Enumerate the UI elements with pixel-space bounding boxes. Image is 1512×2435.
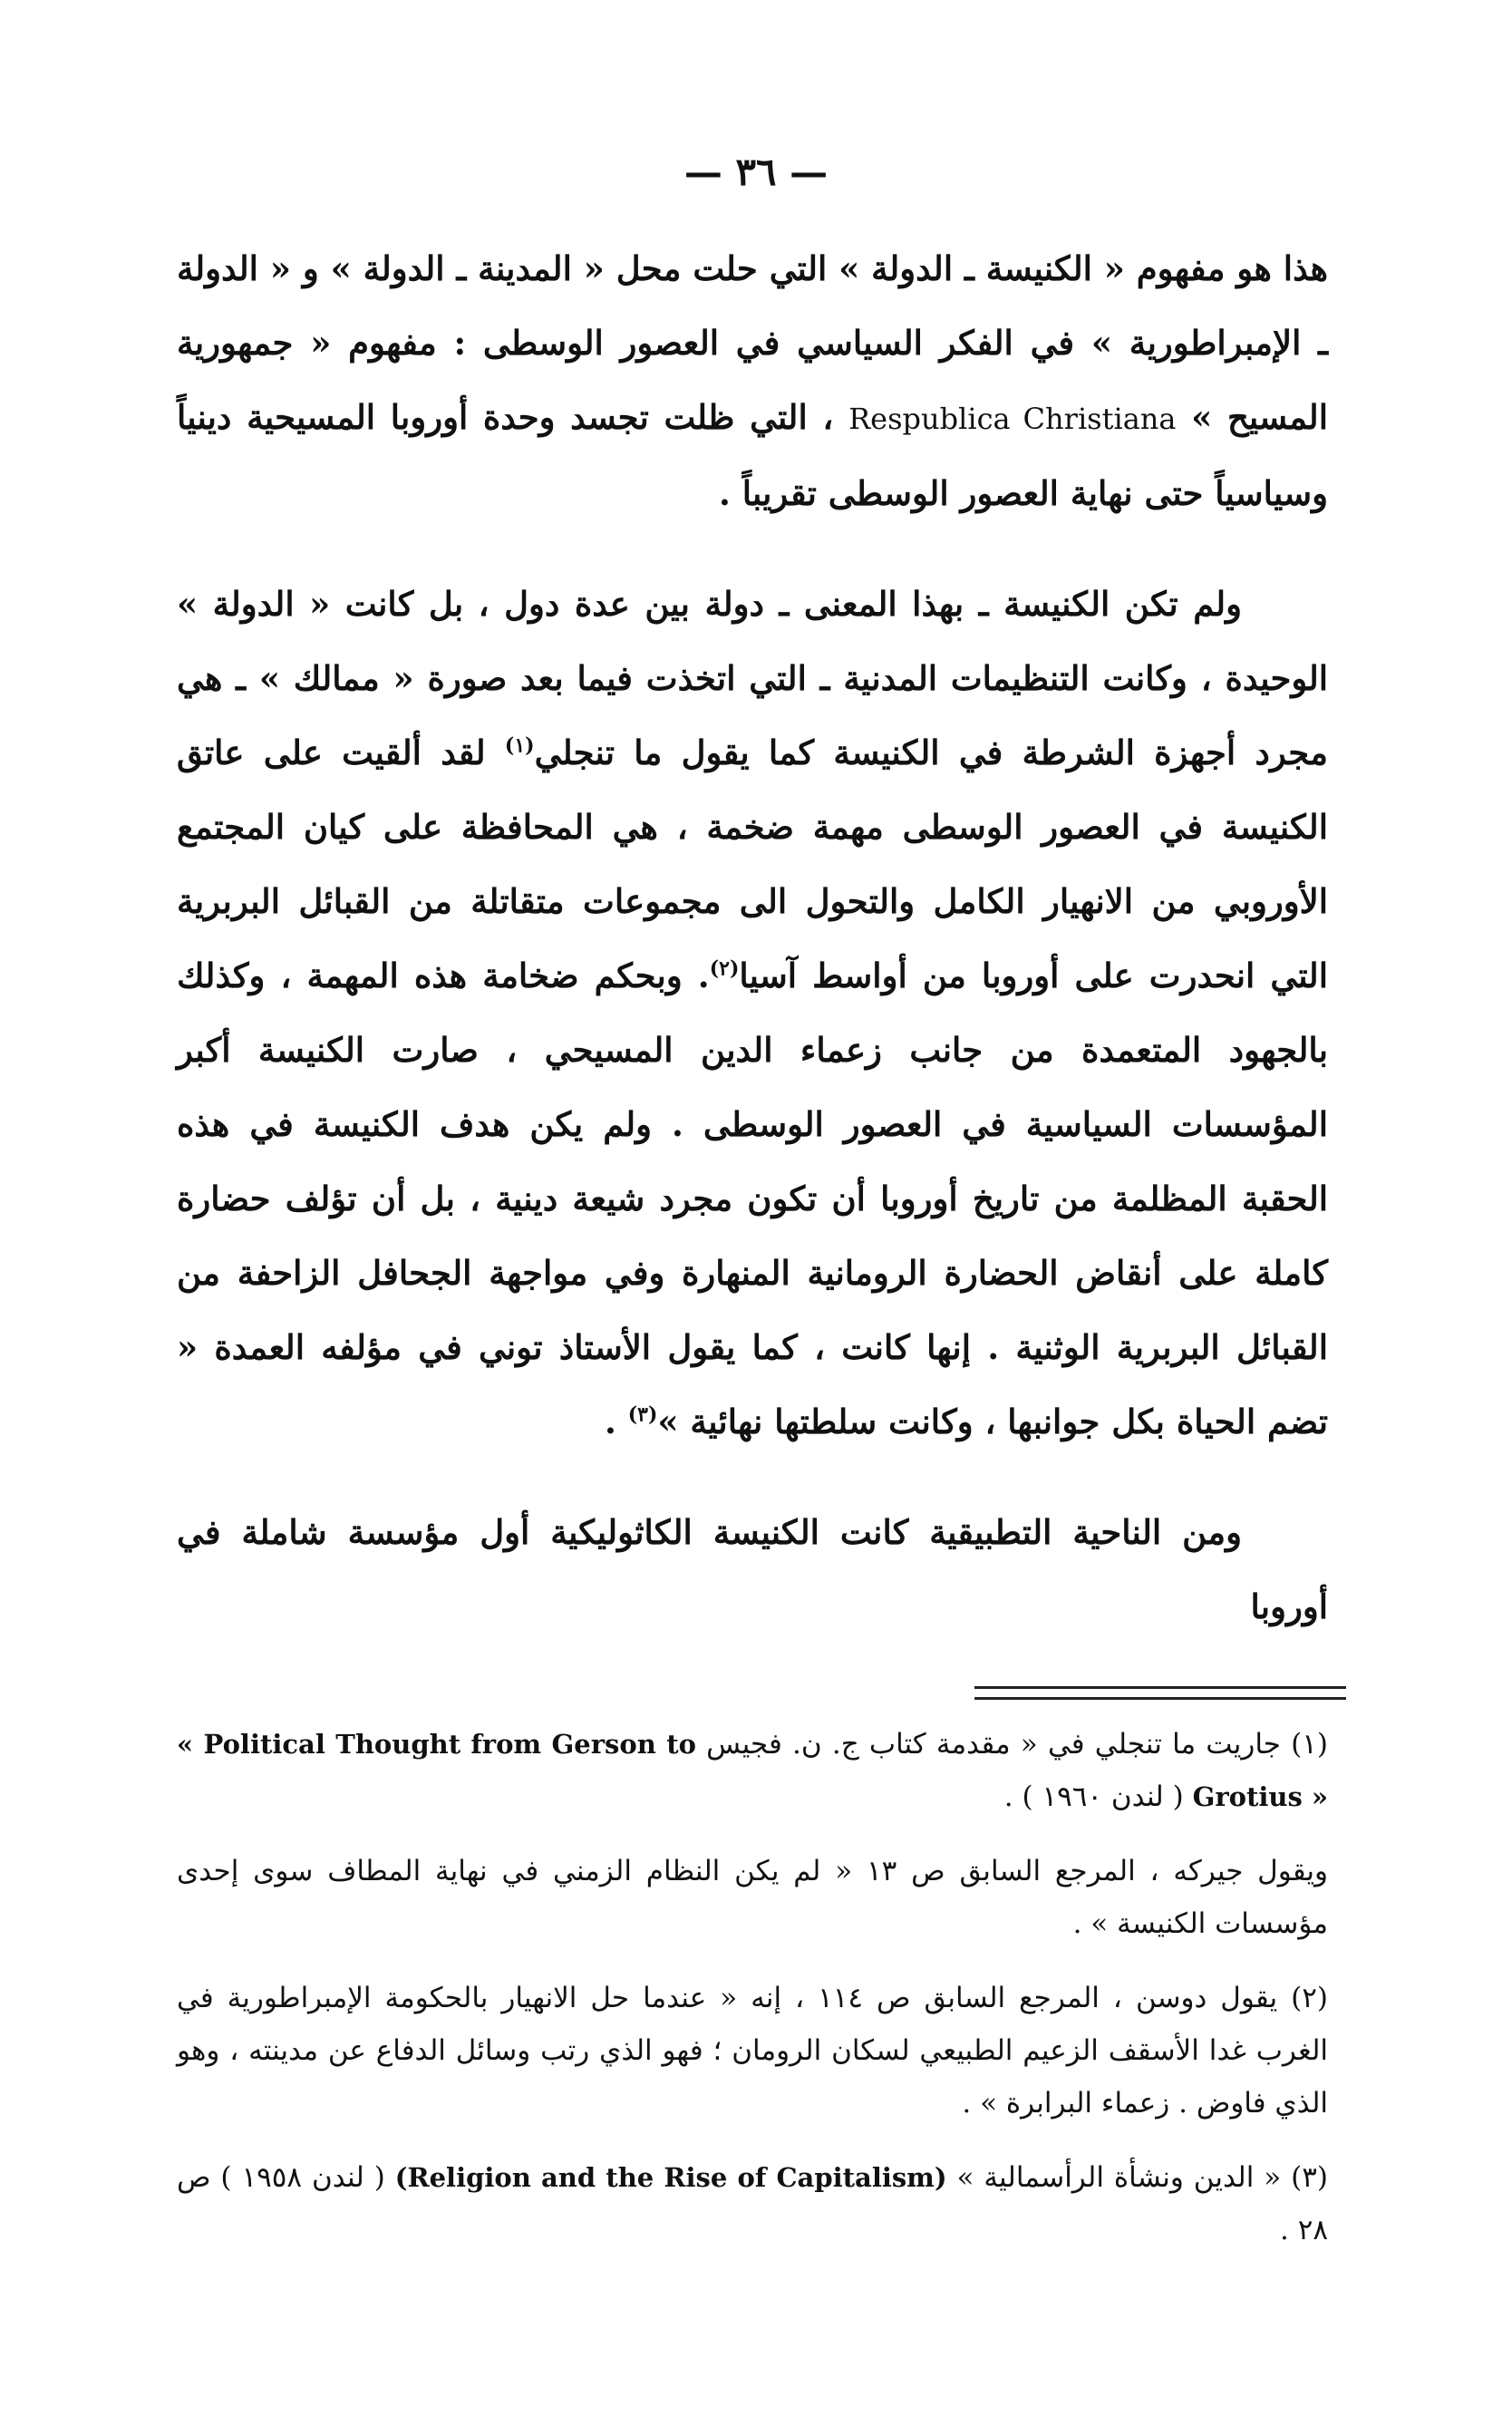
footnote-3 (177, 2151, 1328, 2256)
footnote-3-latin: (Religion and the Rise of Capitalism) (394, 2162, 947, 2193)
footnote-3-text-a: (٣) « الدين ونشأة الرأسمالية » (956, 2161, 1329, 2194)
paragraph-3-text: ومن الناحية التطبيقية كانت الكنيسة الكاثوليكية أول مؤسسة شاملة في أوروبا (177, 1512, 1328, 1626)
footnote-divider-second (974, 1697, 1346, 1700)
paragraph-1-end: ، التي ظلت تجسد وحدة أوروبا المسيحية دينياً وسياسياً حتى نهاية العصور الوسطى تقريباً . (177, 397, 1328, 513)
paragraph-3 (177, 1495, 1328, 1644)
paragraph-2-text-b: لقد ألقيت على عاتق الكنيسة في العصور الوسطى مهمة ضخمة ، هي المحافظة على كيان المجتمع الأوروبي من الانهيار الكامل والتحول الى مجموعات متقاتلة من القبائل البربرية التي انحدرت على أوروبا من أواسط آسيا (177, 732, 1328, 995)
latin-term: Respublica Christiana (848, 402, 1177, 436)
footnote-1-text-b: ( لندن ١٩٦٠ ) . (1003, 1780, 1184, 1813)
footnote-1-latin-2: from Gerson to Grotius » (470, 1729, 1328, 1812)
paragraph-2-text-a: ولم تكن الكنيسة ـ بهذا المعنى ـ دولة بين عدة دول ، بل كانت « الدولة » الوحيدة ، وكانت التنظيمات المدنية ـ التي اتخذت فيما بعد صورة « ممالك » ـ هي مجرد أجهزة الشرطة في الكنيسة كما يقول ما تنجلي (177, 584, 1328, 772)
footnote-1-latin-1: « Political Thought (177, 1729, 461, 1760)
footnote-1-extra-text: ويقول جيركه ، المرجع السابق ص ١٣ « لم يكن النظام الزمني في نهاية المطاف سوى إحدى مؤسسات الكنيسة » . (177, 1855, 1329, 1940)
paragraph-2-end: . (604, 1402, 616, 1441)
footnote-divider (974, 1686, 1346, 1689)
footnote-2-text: (٢) يقول دوسن ، المرجع السابق ص ١١٤ ، إنه « عندما حل الانهيار بالحكومة الإمبراطورية في الغرب غدا الأسقف الزعيم الطبيعي لسكان الرومان ؛ فهو الذي رتب وسائل الدفاع عن مدينته ، وهو الذي فاوض . زعماء البرابرة » . (177, 1982, 1329, 2120)
paragraph-1-text: هذا هو مفهوم « الكنيسة ـ الدولة » التي حلت محل « المدينة ـ الدولة » و « الدولة ـ الإمبراطورية » في الفكر السياسي في العصور الوسطى : مفهوم « جمهورية المسيح » (177, 248, 1328, 437)
footnote-ref-3[interactable]: (٣) (627, 1402, 658, 1427)
footnote-1-extra (177, 1845, 1328, 1950)
paragraph-2 (177, 567, 1328, 1459)
main-text (177, 231, 1328, 1680)
footnotes (177, 1718, 1328, 2278)
footnote-ref-1[interactable]: (١) (504, 733, 535, 758)
footnote-ref-2[interactable]: (٢) (709, 956, 740, 981)
footnote-1 (177, 1718, 1328, 1823)
footnote-1-text-a: (١) جاريت ما تنجلي في « مقدمة كتاب ج. ن. فجيس (706, 1728, 1329, 1761)
footnote-3-text-b: ( لندن ١٩٥٨ ) ص ٢٨ . (177, 2161, 1328, 2246)
paragraph-2-text-c: . وبحكم ضخامة هذه المهمة ، وكذلك بالجهود المتعمدة من جانب زعماء الدين المسيحي ، صارت الكنيسة أكبر المؤسسات السياسية في العصور الوسطى . ولم يكن هدف الكنيسة في هذه الحقبة المظلمة من تاريخ أوروبا أن تكون مجرد شيعة دينية ، بل أن تؤلف حضارة كاملة على أنقاض الحضارة الرومانية المنهارة وفي مواجهة الجحافل الزاحفة من القبائل البربرية الوثنية . إنها كانت ، كما يقول الأستاذ توني في مؤلفه العمدة « تضم الحياة بكل جوانبها ، وكانت سلطتها نهائية » (177, 956, 1328, 1441)
page-number: — ٣٦ — (683, 150, 829, 194)
footnote-2 (177, 1972, 1328, 2129)
paragraph-1 (177, 231, 1328, 530)
